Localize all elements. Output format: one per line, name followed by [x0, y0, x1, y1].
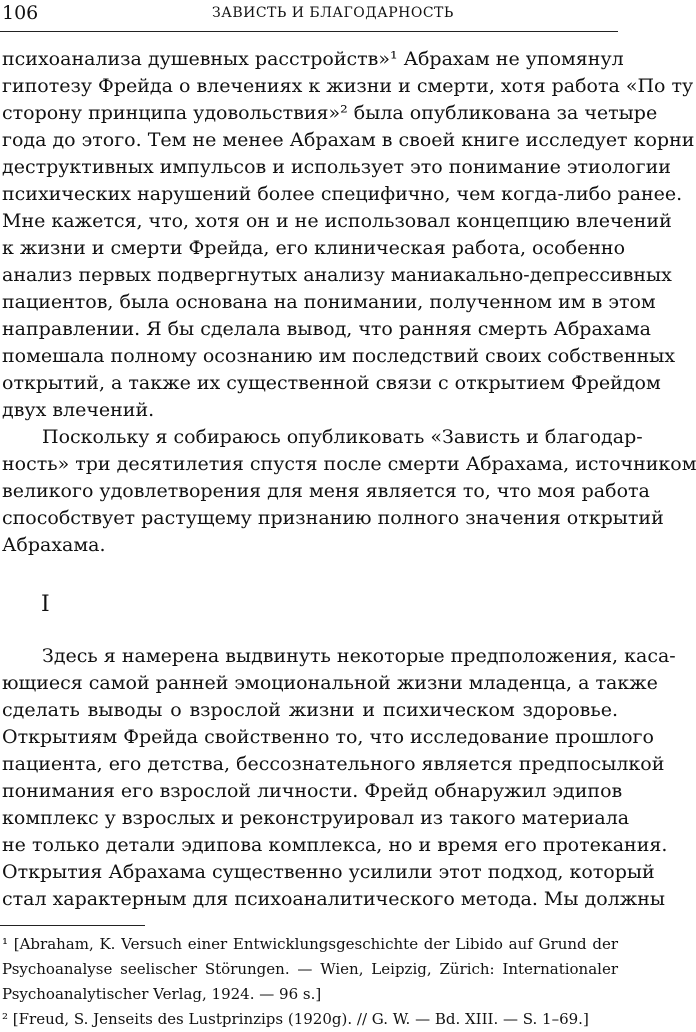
footnotes	[2, 932, 618, 1032]
header-rule	[0, 31, 618, 32]
footnote-line: ² [Freud, S. Jenseits des Lustprinzips (1920g). // G. W. — Bd. XIII. — S. 1–69.]	[2, 1010, 589, 1028]
text-line: сделать выводы о взрослой жизни и психическом здоровье.	[2, 699, 618, 721]
text-line: Здесь я намерена выдвинуть некоторые предположения, каса-	[42, 645, 676, 667]
text-line: пациента, его детства, бессознательного является предпосылкой	[2, 753, 665, 775]
text-line: открытий, а также их существенной связи с открытием Фрейдом	[2, 372, 661, 394]
text-line: комплекс у взрослых и реконструировал из такого материала	[2, 807, 630, 829]
text-line: помешала полному осознанию им последствий своих собственных	[2, 345, 676, 367]
text-line: понимания его взрослой личности. Фрейд обнаружил эдипов	[2, 780, 623, 802]
footnote-line: Psychoanalytischer Verlag, 1924. — 96 s.]	[2, 985, 322, 1003]
text-line: деструктивных импульсов и использует это понимание этиологии	[2, 156, 671, 178]
text-line: анализ первых подвергнутых анализу маниакально-депрессивных	[2, 264, 672, 286]
text-line: способствует растущему признанию полного значения открытий	[2, 507, 664, 529]
paragraph-2-cont	[2, 451, 696, 559]
text-line: Открытиям Фрейда свойственно то, что исследование прошлого	[2, 726, 654, 748]
section-heading: I	[41, 592, 50, 617]
paragraph-2	[2, 424, 643, 451]
text-line: ность» три десятилетия спустя после смерти Абрахама, источником	[2, 453, 696, 475]
paragraph-1	[2, 46, 695, 424]
paragraph-3	[2, 643, 676, 670]
text-line: ющиеся самой ранней эмоциональной жизни младенца, а также	[2, 672, 658, 694]
text-line: Открытия Абрахама существенно усилили этот подход, который	[2, 861, 655, 883]
paragraph-3-cont	[2, 670, 668, 913]
body-text-upper	[2, 46, 696, 559]
text-line: двух влечений.	[2, 399, 155, 421]
page-header	[0, 0, 620, 30]
text-line: направлении. Я бы сделала вывод, что ранняя смерть Абрахама	[2, 318, 651, 340]
footnote-line: ¹ [Abraham, K. Versuch einer Entwicklungsgeschichte der Libido auf Grund der	[2, 935, 618, 953]
text-line: Поскольку я собираюсь опубликовать «Зависть и благодар-	[42, 426, 643, 448]
text-line: сторону принципа удовольствия»² была опубликована за четыре	[2, 102, 658, 124]
text-line: Мне кажется, что, хотя он и не использовал концепцию влечений	[2, 210, 672, 232]
page-number: 106	[2, 2, 39, 24]
text-line: гипотезу Фрейда о влечениях к жизни и смерти, хотя работа «По ту	[2, 75, 694, 97]
text-line: Абрахама.	[2, 534, 106, 556]
footnote-line: Psychoanalyse seelischer Störungen. — Wien, Leipzig, Zürich: Internationaler	[2, 960, 618, 978]
text-line: психоанализа душевных расстройств»¹ Абрахам не упомянул	[2, 48, 624, 70]
text-line: пациентов, была основана на понимании, полученном им в этом	[2, 291, 656, 313]
text-line: великого удовлетворения для меня является то, что моя работа	[2, 480, 650, 502]
text-line: к жизни и смерти Фрейда, его клиническая работа, особенно	[2, 237, 626, 259]
body-text-lower	[2, 643, 676, 913]
text-line: психических нарушений более специфично, чем когда-либо ранее.	[2, 183, 683, 205]
text-line: стал характерным для психоаналитического метода. Мы должны	[2, 888, 666, 910]
text-line: не только детали эдипова комплекса, но и время его протекания.	[2, 834, 668, 856]
footnote-rule	[0, 925, 145, 926]
running-title: ЗАВИСТЬ И БЛАГОДАРНОСТЬ	[212, 5, 454, 21]
text-line: года до этого. Тем не менее Абрахам в своей книге исследует корни	[2, 129, 695, 151]
